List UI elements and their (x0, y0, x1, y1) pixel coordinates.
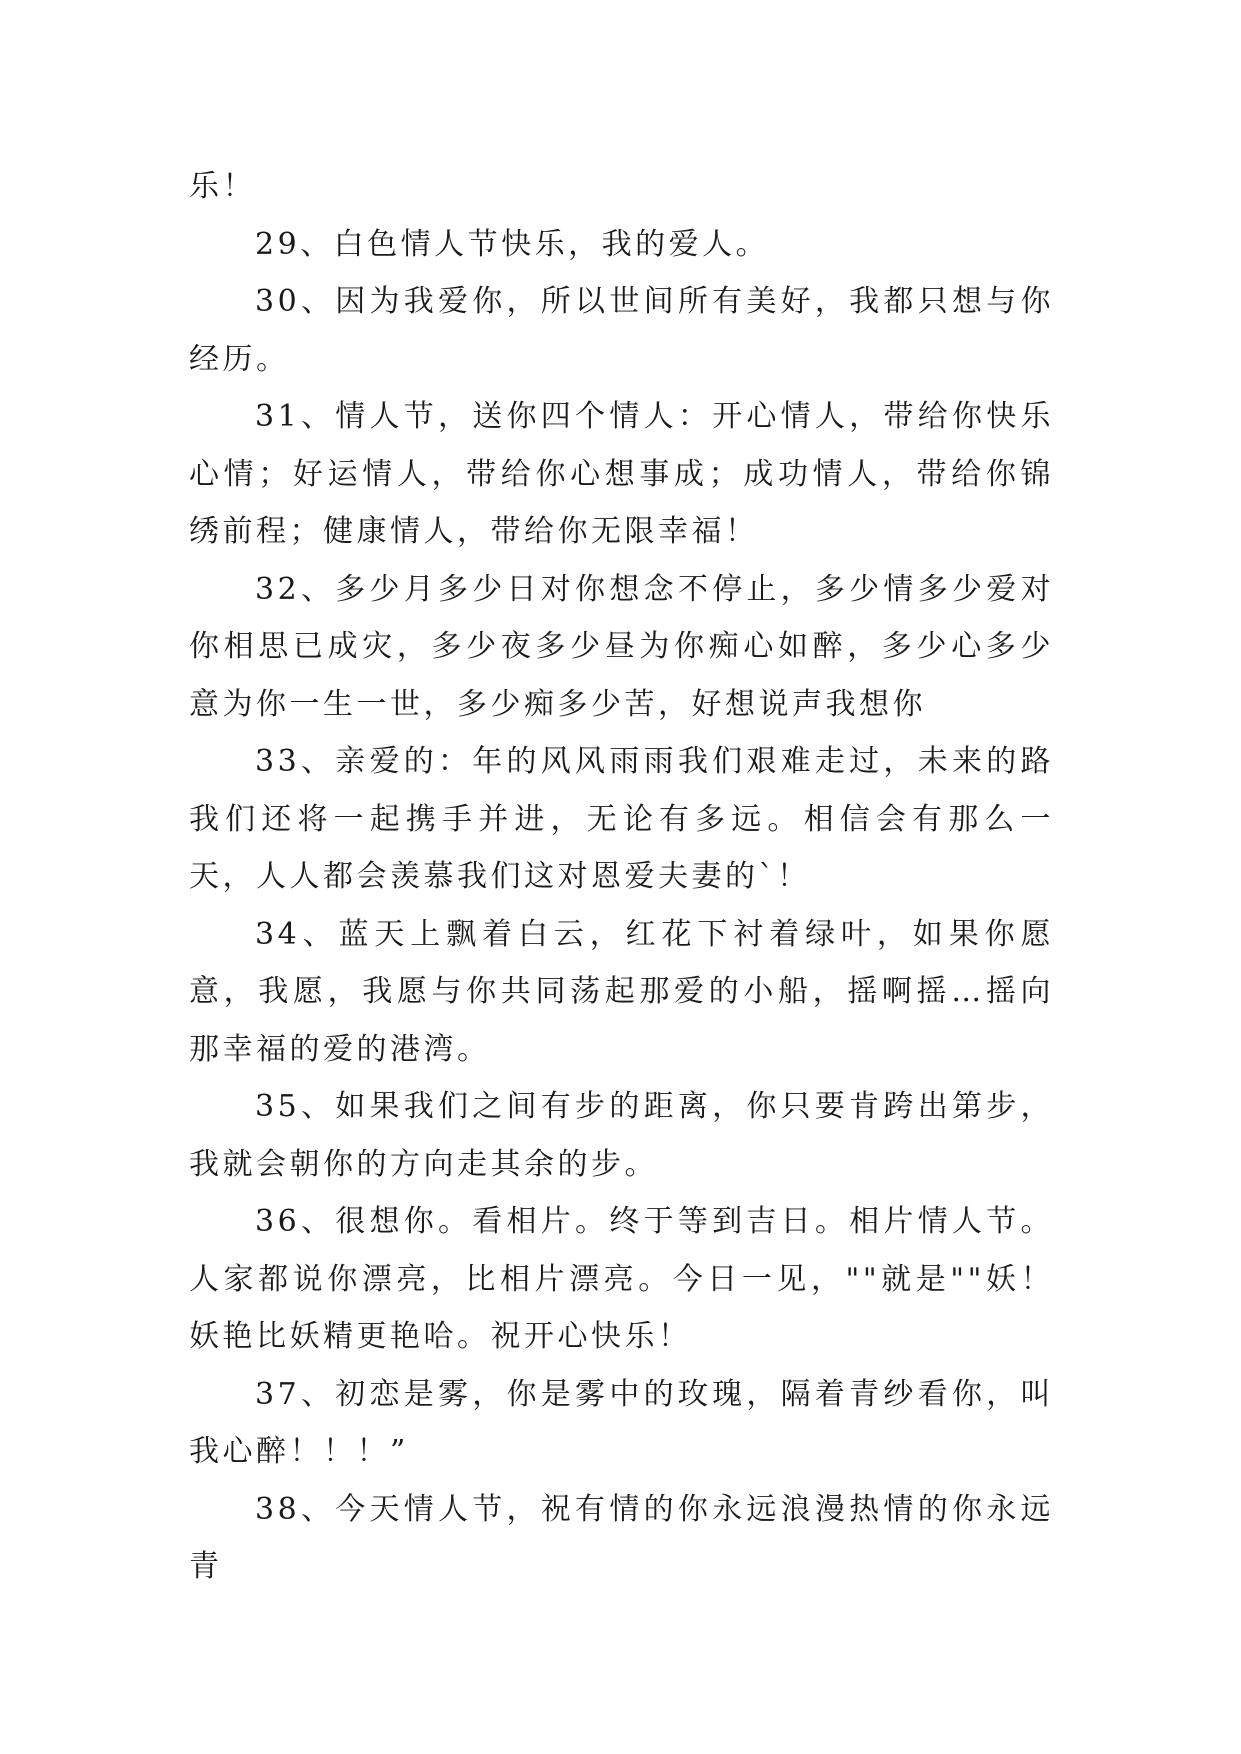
paragraph-35: 35、如果我们之间有步的距离，你只要肯跨出第步，我就会朝你的方向走其余的步。 (189, 1089, 1054, 1182)
paragraph-38: 38、今天情人节，祝有情的你永远浪漫热情的你永远青 (189, 1491, 1054, 1584)
paragraph-32: 32、多少月多少日对你想念不停止，多少情多少爱对你相思已成灾，多少夜多少昼为你痴心如醉，多少心多少意为你一生一世，多少痴多少苦，好想说声我想你 (189, 571, 1054, 722)
paragraph-37: 37、初恋是雾，你是雾中的玫瑰，隔着青纱看你，叫我心醉！！！” (189, 1376, 1054, 1469)
paragraph-34: 34、蓝天上飘着白云，红花下衬着绿叶，如果你愿意，我愿，我愿与你共同荡起那爱的小船，摇啊摇…摇向那幸福的爱的港湾。 (189, 916, 1054, 1067)
paragraph-36: 36、很想你。看相片。终于等到吉日。相片情人节。人家都说你漂亮，比相片漂亮。今日一见，""就是""妖！妖艳比妖精更艳哈。祝开心快乐！ (189, 1204, 1054, 1354)
paragraph-continuation: 乐！ (189, 169, 256, 204)
paragraph-31: 31、情人节，送你四个情人：开心情人，带给你快乐心情；好运情人，带给你心想事成；成功情人，带给你锦绣前程；健康情人，带给你无限幸福！ (189, 399, 1054, 549)
document-body (189, 158, 1054, 1596)
paragraph-33: 33、亲爱的：年的风风雨雨我们艰难走过，未来的路我们还将一起携手并进，无论有多远。相信会有那么一天，人人都会羡慕我们这对恩爱夫妻的`！ (189, 744, 1054, 894)
paragraph-30: 30、因为我爱你，所以世间所有美好，我都只想与你经历。 (189, 284, 1054, 377)
paragraph-29: 29、白色情人节快乐，我的爱人。 (255, 226, 770, 262)
